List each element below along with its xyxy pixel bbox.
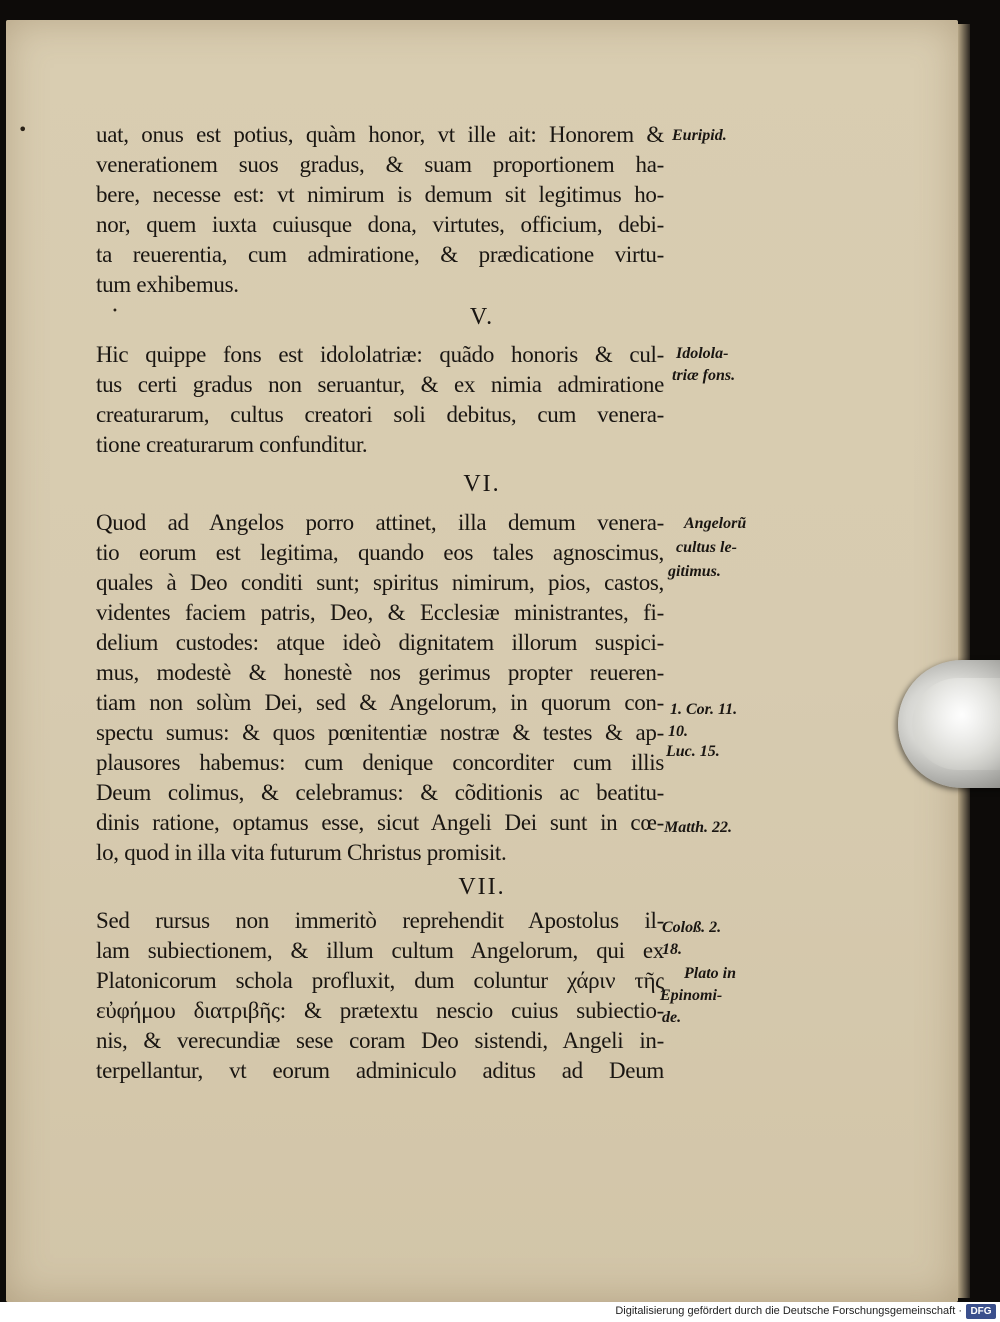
text-line: tio eorum est legitima, quando eos tales agnoscimus, [96,540,664,565]
margin-note: 18. [662,941,682,958]
dfg-logo-icon: DFG [966,1304,996,1319]
text-line: Deum colimus, & celebramus: & cõditionis ac beatitu- [96,780,664,805]
margin-note: Coloß. 2. [662,919,722,936]
text-line: terpellantur, vt eorum adminiculo aditus ad Deum [96,1058,664,1083]
text-line: Hic quippe fons est idololatriæ: quãdo honoris & cul- [96,342,664,367]
text-line: creaturarum, cultus creatori soli debitus, cum venera- [96,402,664,427]
margin-note: Epinomi- [660,987,723,1004]
margin-note: Euripid. [672,127,727,144]
text-line: uat, onus est potius, quàm honor, vt ille ait: Honorem & [96,122,664,147]
margin-note: 10. [668,723,688,740]
text-line: bere, necesse est: vt nimirum is demum sit legitimus ho- [96,182,664,207]
text-line: delium custodes: atque ideò dignitatem illorum suspici- [96,630,664,655]
text-line: videntes faciem patris, Deo, & Ecclesiæ ministrantes, fi- [96,600,664,625]
section-heading: V. [469,304,495,330]
margin-note: Matth. 22. [664,819,733,836]
footer-bar [0,1302,1000,1322]
text-line: plausores habemus: cum denique concorditer cum illis [96,750,664,775]
text-line: Platonicorum schola profluxit, dum coluntur χάριν τῆς [96,968,664,993]
text-line: tiam non solùm Dei, sed & Angelorum, in quorum con- [96,690,664,715]
text-line: εὐφήμου διατριβῆς: & prætextu nescio cuius subiectio- [96,998,664,1023]
text-line: lo, quod in illa vita futurum Christus promisit. [96,840,507,865]
section-heading: VII. [458,874,506,900]
text-line: nor, quem iuxta cuiusque dona, virtutes, officium, debi- [96,212,664,237]
text-line: tum exhibemus. [96,272,239,297]
margin-note: Luc. 15. [666,743,720,760]
text-line: Quod ad Angelos porro attinet, illa demum venera- [96,510,664,535]
margin-note: gitimus. [668,563,721,580]
margin-note: cultus le- [676,539,737,556]
text-line: nis, & verecundiæ sese coram Deo sistendi, Angeli in- [96,1028,664,1053]
text-line: quales à Deo conditi sunt; spiritus nimirum, pios, castos, [96,570,664,595]
margin-note: Plato in [684,965,737,982]
margin-note: 1. Cor. 11. [670,701,738,718]
margin-note: triæ fons. [672,367,736,384]
text-line: tus certi gradus non seruantur, & ex nimia admiratione [96,372,664,397]
margin-note: Angelorũ [684,515,747,532]
section-heading: VI. [463,471,501,497]
footer-credit: Digitalisierung gefördert durch die Deutsche Forschungsgemeinschaft · [615,1305,962,1317]
text-line: dinis ratione, optamus esse, sicut Angeli Dei sunt in cœ- [96,810,664,835]
page-clip-highlight [912,678,1000,770]
text-line: ta reuerentia, cum admiratione, & prædicatione virtu- [96,242,664,267]
margin-note: Idolola- [676,345,729,362]
margin-mark: • [112,306,118,317]
text-line: Sed rursus non immeritò reprehendit Apostolus il- [96,908,664,933]
margin-note: de. [662,1009,682,1026]
text-line: spectu sumus: & quos pœnitentiæ nostræ & testes & ap- [96,720,664,745]
text-line: venerationem suos gradus, & suam proportionem ha- [96,152,664,177]
text-line: mus, modestè & honestè nos gerimus propter reueren- [96,660,664,685]
text-line: lam subiectionem, & illum cultum Angelorum, qui ex [96,938,664,963]
text-line: tione creaturarum confunditur. [96,432,368,457]
margin-mark: • [18,120,28,139]
